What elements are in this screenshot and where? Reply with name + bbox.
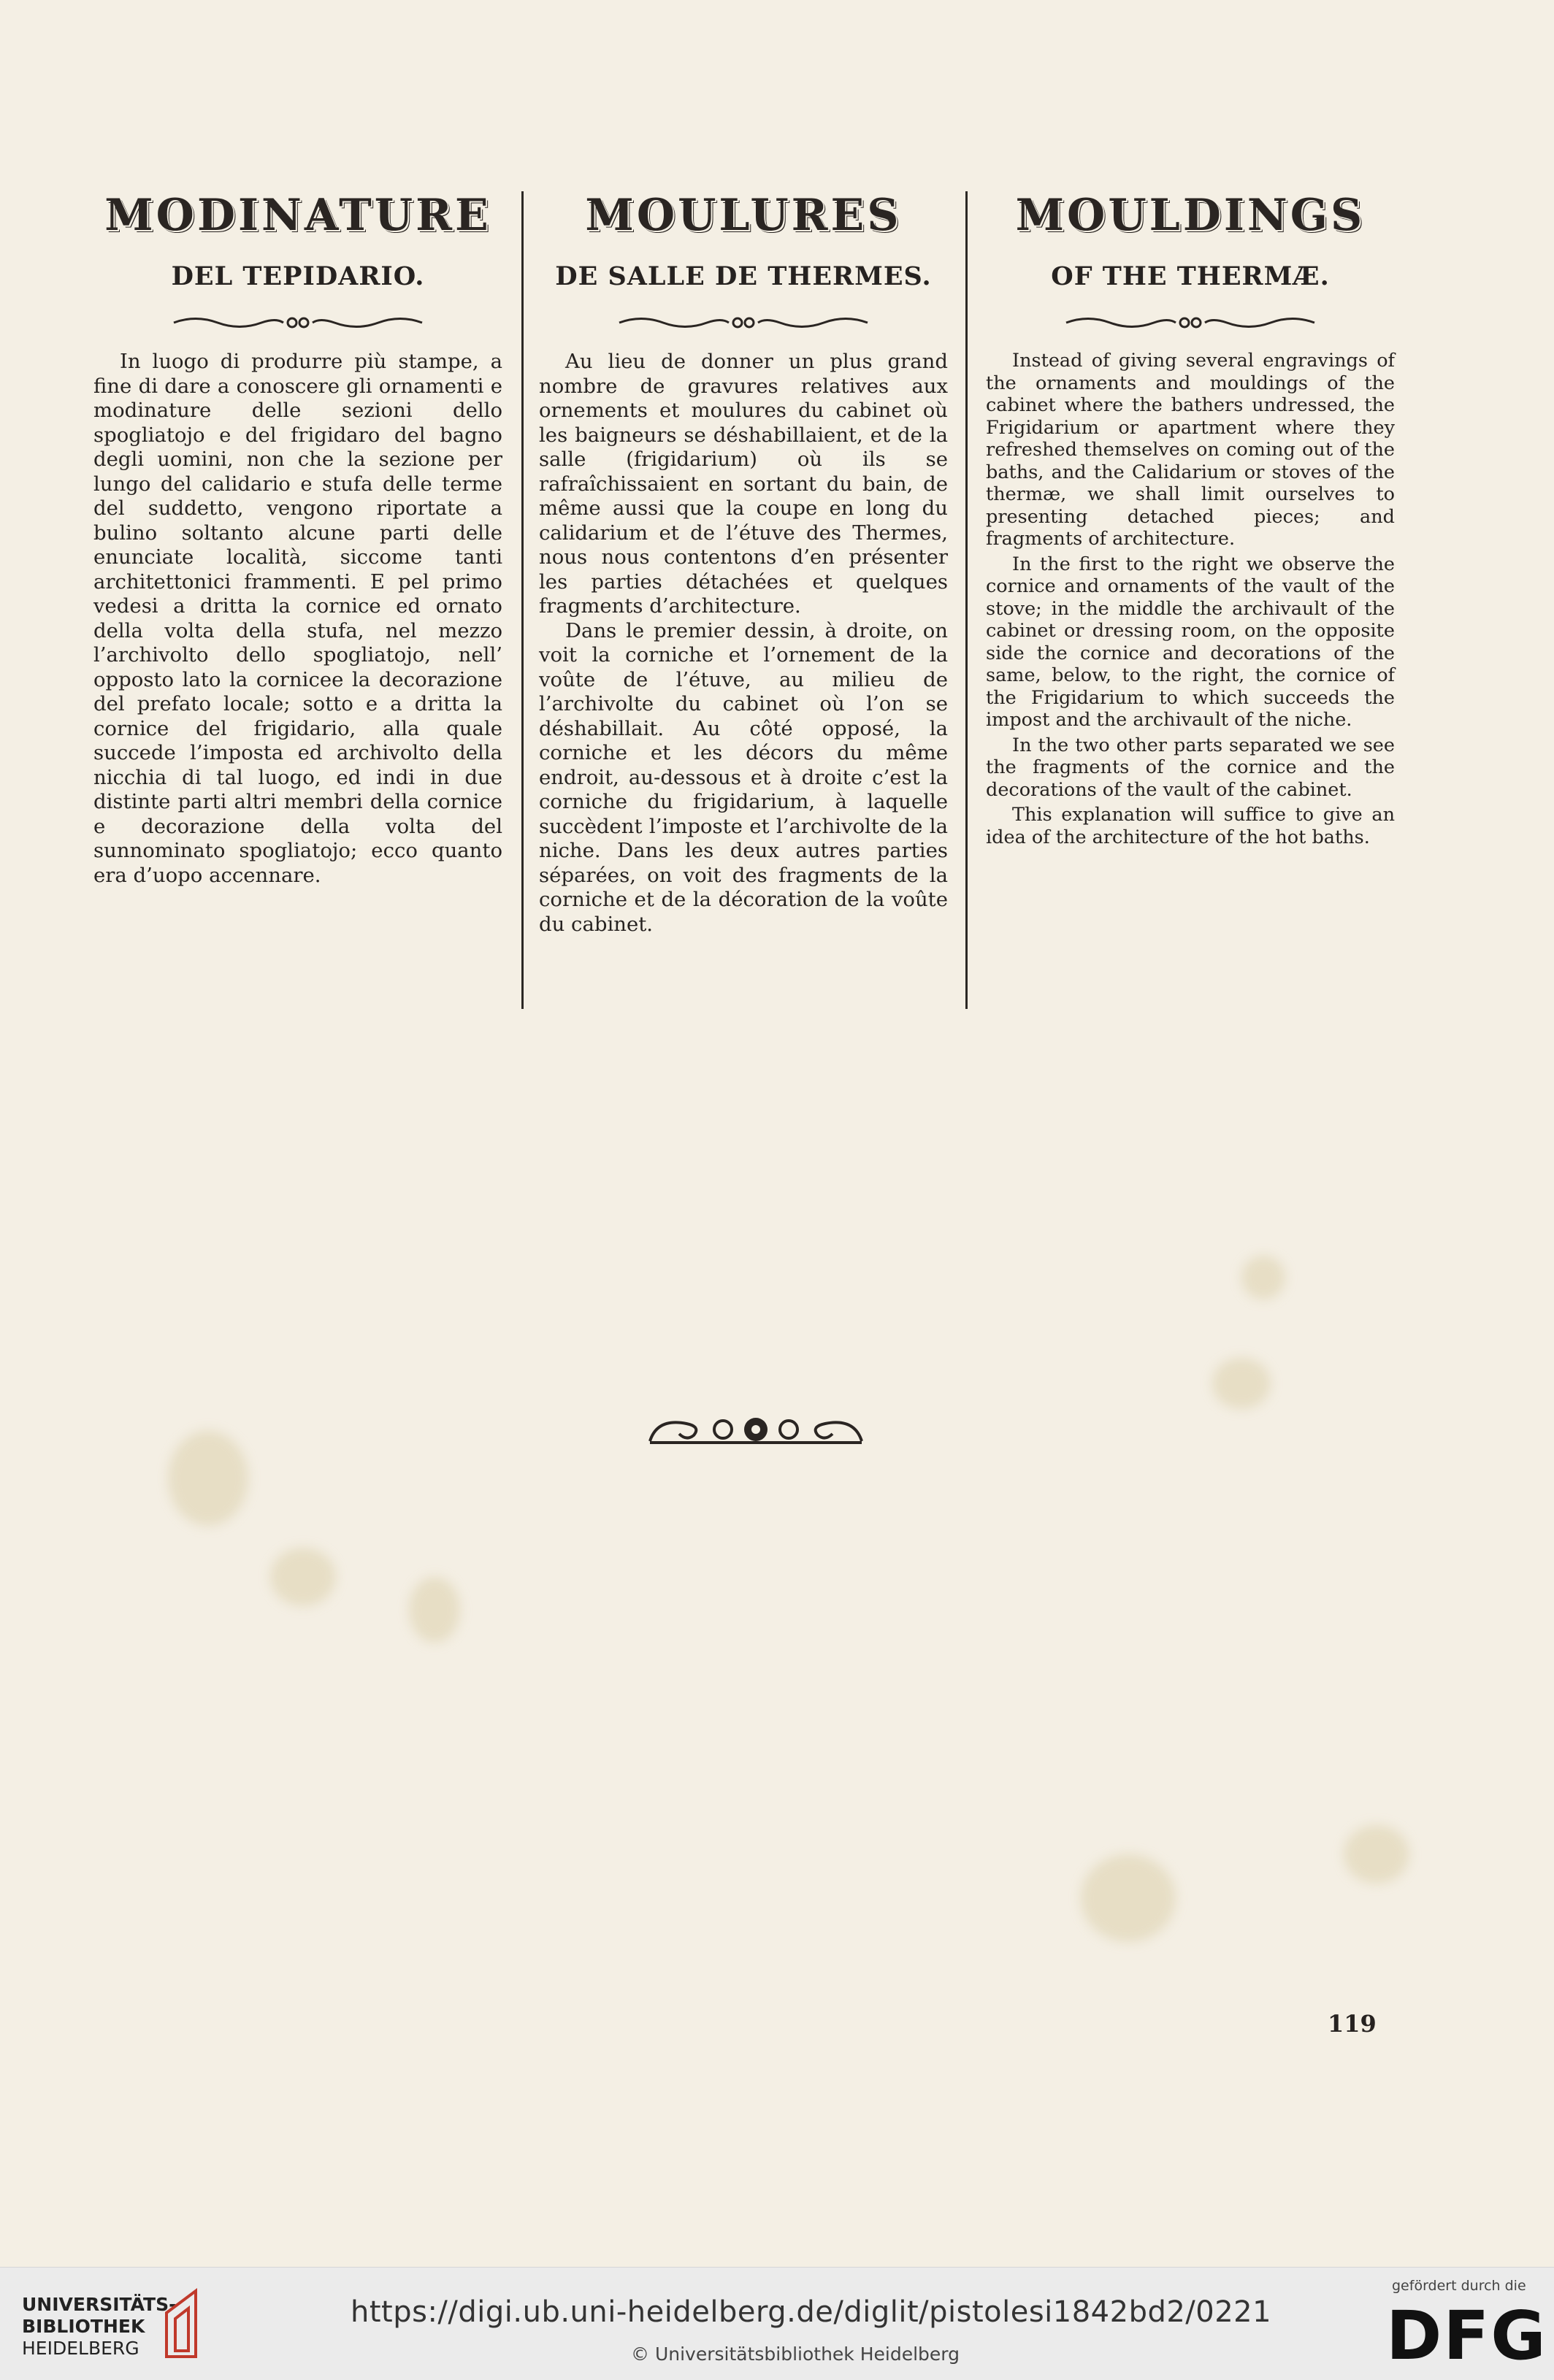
paper-stain	[409, 1577, 460, 1643]
ornament-divider-icon	[612, 313, 875, 332]
ornament-divider-icon	[1059, 313, 1322, 332]
paragraph: Au lieu de donner un plus grand nombre de gravures relatives aux ornements et moulures du cabinet où les baigneurs se déshabillaient, et de la salle (frigidarium) où ils se rafraîchissaient en sortant du bain, de même aussi que la coupe en long du calidarium et de l’étuve des Thermes, nous nous contentons d’en présenter les parties détachées et quelques fragments d’architecture.	[539, 350, 948, 618]
column-subtitle: OF THE THERMÆ.	[1051, 261, 1330, 291]
paragraph: Instead of giving several engravings of the ornaments and mouldings of the cabinet where the bathers undressed, the Frigidarium or apartment where they refreshed themselves on coming out of the baths, and the Calidarium or stoves of the thermæ, we shall limit ourselves to presenting detached pieces; and fragments of architecture.	[986, 350, 1395, 550]
permalink-url[interactable]: https://digi.ub.uni-heidelberg.de/diglit/pistolesi1842bd2/0221	[351, 2295, 1272, 2329]
paragraph: Dans le premier dessin, à droite, on voit la corniche et l’ornement de la voûte de l’étuve, au milieu de l’archivolte du cabinet où l’on se déshabillait. Au côté opposé, la corniche et les décors du même endroit, au-dessous et à droite c’est la corniche du frigidarium, à laquelle succèdent l’imposte et l’archivolte de la niche. Dans les deux autres parties séparées, on voit des fragments de la corniche et de la décoration de la voûte du cabinet.	[539, 618, 948, 936]
paper-stain	[1344, 1825, 1409, 1884]
paper-stain	[1241, 1256, 1285, 1300]
viewer-footer	[0, 2267, 1554, 2380]
column-french	[539, 186, 948, 937]
column-divider	[521, 191, 524, 1009]
column-title: MOULURES	[585, 190, 902, 241]
column-italian	[93, 186, 502, 888]
column-body	[93, 350, 502, 888]
paper-stain	[1081, 1854, 1176, 1942]
library-name	[22, 2294, 176, 2360]
funding-note: gefördert durch die	[1392, 2278, 1526, 2294]
library-line: HEIDELBERG	[22, 2338, 139, 2359]
paragraph: In the first to the right we observe the cornice and ornaments of the vault of the stove; in the middle the archivault of the cabinet or dressing room, on the opposite side the cornice and decorations of the same, below, to the right, the cornice of the Frigidarium to which succeeds the impost and the archivault of the niche.	[986, 553, 1395, 731]
copyright-note: © Universitätsbibliothek Heidelberg	[631, 2343, 960, 2365]
column-title: MOULDINGS	[1015, 190, 1366, 241]
column-title: MODINATURE	[104, 190, 491, 241]
end-ornament-icon	[643, 1410, 869, 1447]
paper-stain	[270, 1548, 336, 1606]
library-logo-icon	[159, 2284, 210, 2364]
column-body	[986, 350, 1395, 848]
dfg-logo: DFG	[1386, 2297, 1547, 2375]
library-line: UNIVERSITÄTS-	[22, 2294, 177, 2315]
column-subtitle: DE SALLE DE THERMES.	[555, 261, 932, 291]
paper-stain	[1212, 1358, 1271, 1409]
paragraph: In the two other parts separated we see the fragments of the cornice and the decorations of the vault of the cabinet.	[986, 734, 1395, 801]
paragraph: In luogo di produrre più stampe, a fine di dare a conoscere gli ornamenti e modinature delle sezioni dello spogliatojo e del frigidaro del bagno degli uomini, non che la sezione per lungo del calidario e stufa delle terme del suddetto, vengono riportate a bulino soltanto alcune parti delle enunciate località, siccome tanti architettonici frammenti. E pel primo vedesi a dritta la cornice ed ornato della volta della stufa, nel mezzo l’archivolto dello spogliatojo, nell’ opposto lato la cornicee la decorazione del prefato locale; sotto e a dritta la cornice del frigidario, alla quale succede l’imposta ed archivolto della nicchia di tal luogo, ed indi in due distinte parti altri membri della cornice e decorazione della volta del sunnominato spogliatojo; ecco quanto era d’uopo accennare.	[93, 350, 502, 887]
column-subtitle: DEL TEPIDARIO.	[171, 261, 425, 291]
page-number: 119	[1328, 2010, 1377, 2038]
ornament-divider-icon	[166, 313, 429, 332]
column-english	[986, 186, 1395, 848]
column-divider	[965, 191, 968, 1009]
paper-stain	[168, 1431, 248, 1526]
column-body	[539, 350, 948, 937]
paragraph: This explanation will suffice to give an idea of the architecture of the hot baths.	[986, 804, 1395, 848]
library-line: BIBLIOTHEK	[22, 2316, 145, 2337]
